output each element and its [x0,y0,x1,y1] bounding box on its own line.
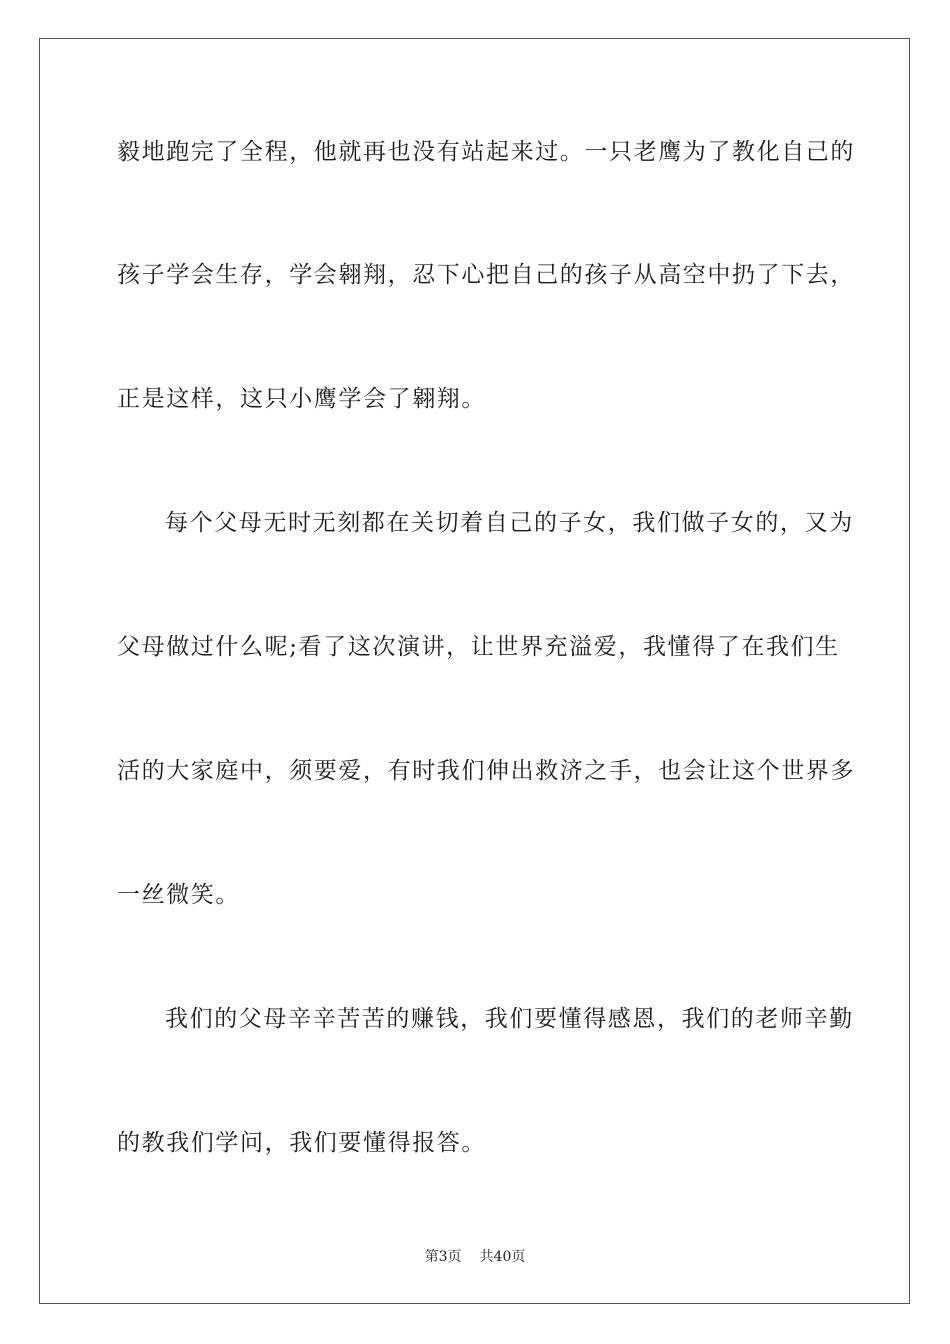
page-total: 共40页 [479,1249,526,1265]
page-border [39,38,910,1304]
text-line-9: 的教我们学问，我们要懂得报答。 [117,1130,486,1156]
page-number: 第3页 [424,1249,462,1265]
text-line-6: 活的大家庭中，须要爱，有时我们伸出救济之手，也会让这个世界多 [117,758,855,784]
text-line-8: 我们的父母辛辛苦苦的赚钱，我们要懂得感恩，我们的老师辛勤 [165,1006,854,1032]
text-line-3: 正是这样，这只小鹰学会了翱翔。 [117,386,486,412]
text-line-5: 父母做过什么呢;看了这次演讲，让世界充溢爱，我懂得了在我们生 [117,634,840,660]
text-line-4: 每个父母无时无刻都在关切着自己的子女，我们做子女的，又为 [165,510,854,536]
text-line-7: 一丝微笑。 [117,882,240,908]
text-line-2: 孩子学会生存，学会翱翔，忍下心把自己的孩子从高空中扔了下去， [117,262,855,288]
text-line-1: 毅地跑完了全程，他就再也没有站起来过。一只老鹰为了教化自己的 [117,139,855,165]
page-footer [0,1247,950,1267]
